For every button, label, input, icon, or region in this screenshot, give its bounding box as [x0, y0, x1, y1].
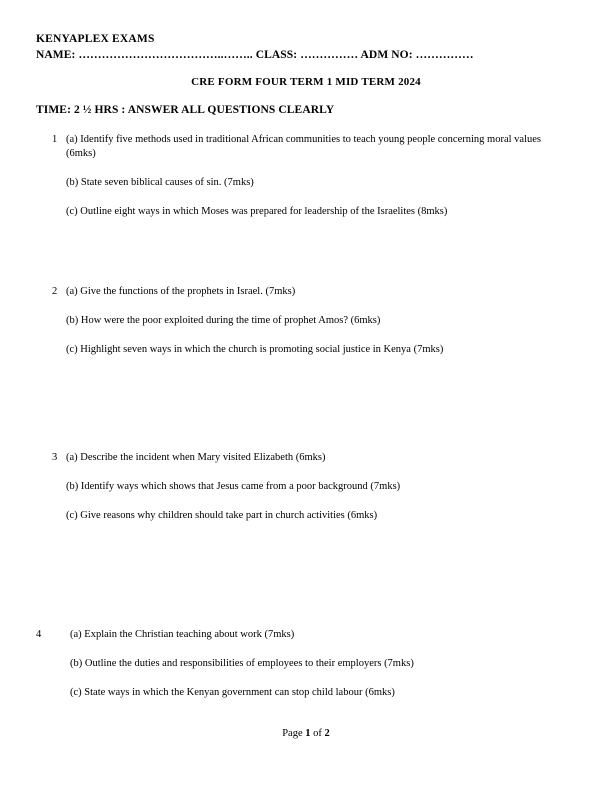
spacer [0, 671, 612, 686]
part-text: Give reasons why children should take part in church activities (6mks) [80, 510, 378, 521]
part-label: (c) [70, 687, 82, 698]
part-text: How were the poor exploited during the time of prophet Amos? (6mks) [80, 315, 381, 326]
part-label: (b) [66, 177, 79, 188]
part-text: Identify five methods used in traditional African communities to teach young people concerning moral values (6mks) [66, 134, 541, 159]
footer-separator: of [310, 728, 325, 739]
part-label: (a) [66, 452, 78, 463]
question-2-number: 2 [52, 286, 58, 297]
part-text: Outline the duties and responsibilities of employees to their employers (7mks) [84, 658, 414, 669]
footer-current-page: 1 [305, 728, 311, 739]
spacer [0, 328, 612, 343]
question-4-part-b [70, 657, 572, 671]
part-label: (a) [70, 629, 82, 640]
spacer [0, 494, 612, 509]
question-2 [0, 285, 612, 357]
question-3-part-a [0, 451, 612, 465]
question-3-part-b [66, 480, 568, 494]
question-4-part-a [0, 628, 612, 642]
question-3 [0, 451, 612, 523]
candidate-identity-line: NAME: ………………………………..…….. CLASS: …………… ADM NO: …………… [36, 49, 474, 61]
question-4-number: 4 [36, 629, 42, 640]
part-label: (c) [66, 206, 78, 217]
part-label: (b) [66, 481, 79, 492]
paper-title: CRE FORM FOUR TERM 1 MID TERM 2024 [191, 76, 421, 88]
part-label: (a) [66, 134, 78, 145]
footer-total-pages: 2 [324, 728, 330, 739]
question-1-part-c [66, 205, 568, 219]
spacer [0, 642, 612, 657]
question-3-part-c [66, 509, 568, 523]
school-name: KENYAPLEX EXAMS [36, 33, 155, 45]
question-1-number: 1 [52, 134, 58, 145]
spacer [0, 190, 612, 205]
question-1 [0, 133, 612, 219]
question-2-part-a [0, 285, 612, 299]
part-label: (b) [70, 658, 83, 669]
part-text: Outline eight ways in which Moses was prepared for leadership of the Israelites (8mks) [80, 206, 448, 217]
page-footer [0, 728, 612, 739]
part-text: Describe the incident when Mary visited Elizabeth (6mks) [80, 452, 326, 463]
part-label: (c) [66, 344, 78, 355]
question-2-part-c [66, 343, 568, 357]
question-1-part-b [66, 176, 568, 190]
footer-prefix: Page [282, 728, 306, 739]
part-label: (c) [66, 510, 78, 521]
spacer [0, 465, 612, 480]
question-2-part-b [66, 314, 568, 328]
part-text: Give the functions of the prophets in Israel. (7mks) [80, 286, 296, 297]
question-1-part-a [0, 133, 612, 161]
spacer [0, 299, 612, 314]
question-4 [0, 628, 612, 700]
part-text: State seven biblical causes of sin. (7mks) [80, 177, 254, 188]
question-3-number: 3 [52, 452, 58, 463]
part-label: (a) [66, 286, 78, 297]
part-label: (b) [66, 315, 79, 326]
question-4-part-c [70, 686, 572, 700]
part-text: Identify ways which shows that Jesus came from a poor background (7mks) [80, 481, 401, 492]
part-text: Explain the Christian teaching about work (7mks) [84, 629, 295, 640]
part-text: State ways in which the Kenyan government can stop child labour (6mks) [84, 687, 395, 698]
time-and-instruction-line: TIME: 2 ½ HRS : ANSWER ALL QUESTIONS CLEARLY [36, 104, 335, 116]
part-text: Highlight seven ways in which the church is promoting social justice in Kenya (7mks) [80, 344, 444, 355]
spacer [0, 161, 612, 176]
